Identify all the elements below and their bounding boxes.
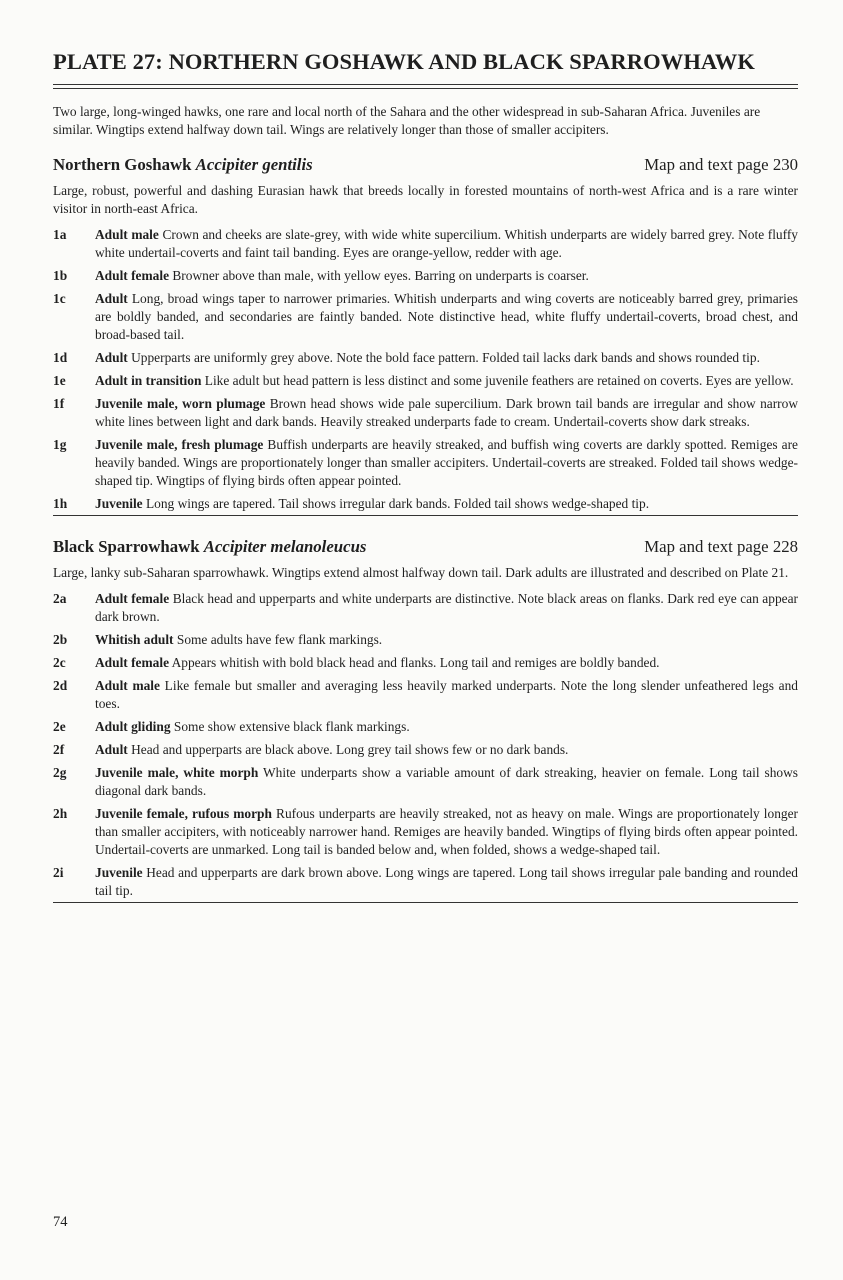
plate-intro: Two large, long-winged hawks, one rare and local north of the Sahara and the other widespread in sub-Saharan Africa. Juveniles are similar. Wingtips extend halfway down tail. Wings are relatively longer than those of smaller accipiters. bbox=[53, 104, 761, 137]
species-name bbox=[53, 536, 366, 558]
entry-code: 2d bbox=[53, 678, 68, 693]
entry-code: 1b bbox=[53, 268, 68, 283]
common-name: Northern Goshawk bbox=[53, 155, 192, 174]
species-name bbox=[53, 154, 313, 176]
entry-text: Some show extensive black flank markings. bbox=[173, 719, 410, 734]
entry-code: 1g bbox=[53, 437, 67, 452]
entry-code: 2f bbox=[53, 742, 65, 757]
entry-1b bbox=[53, 267, 798, 285]
entry-text: White underparts show a variable amount of dark streaking, heavier on female. Long tail shows diagonal dark bands. bbox=[95, 765, 798, 798]
entry-code: 2b bbox=[53, 632, 68, 647]
entry-label: Adult in transition bbox=[95, 373, 202, 388]
plate-title: PLATE 27: NORTHERN GOSHAWK AND BLACK SPARROWHAWK bbox=[53, 49, 755, 74]
entry-label: Adult bbox=[95, 350, 128, 365]
entry-list bbox=[53, 590, 798, 900]
entry-2f bbox=[53, 741, 798, 759]
entry-2a bbox=[53, 590, 798, 626]
species-description: Large, robust, powerful and dashing Eurasian hawk that breeds locally in forested mountains of north-west Africa and is a rare winter visitor in north-east Africa. bbox=[53, 183, 798, 216]
entry-1h bbox=[53, 495, 798, 513]
entry-1e bbox=[53, 372, 798, 390]
section-rule bbox=[53, 515, 798, 516]
entry-code: 2e bbox=[53, 719, 66, 734]
entry-code: 1a bbox=[53, 227, 67, 242]
entry-code: 2a bbox=[53, 591, 67, 606]
entry-label: Adult male bbox=[95, 678, 160, 693]
entry-text: Crown and cheeks are slate-grey, with wide white supercilium. Whitish underparts are widely barred grey. Note fluffy white undertail-coverts and faint tail banding. Eyes are orange-yellow, redder with age. bbox=[95, 227, 798, 260]
entry-text: Brown head shows wide pale supercilium. Dark brown tail bands are irregular and show narrow white lines between light and dark bands. Heavily streaked underparts fade to cream. Undertail-coverts show dark streaks. bbox=[95, 396, 798, 429]
entry-text: Appears whitish with bold black head and flanks. Long tail and remiges are boldly banded. bbox=[171, 655, 660, 670]
entry-1g bbox=[53, 436, 798, 490]
entry-1a bbox=[53, 226, 798, 262]
entry-text: Rufous underparts are heavily streaked, not as heavy on male. Wings are proportionately longer than smaller accipiters, with noticeably narrower hand. Remiges are heavily banded. Wingtips of flying birds often appear pointed. Undertail-coverts are unmarked. Long tail is banded below and, when folded, shows a wedge-shaped tail. bbox=[95, 806, 798, 857]
species-section-goshawk bbox=[53, 154, 798, 516]
entry-code: 1f bbox=[53, 396, 65, 411]
entry-code: 2g bbox=[53, 765, 67, 780]
entry-label: Juvenile female, rufous morph bbox=[95, 806, 272, 821]
entry-text: Like adult but head pattern is less distinct and some juvenile feathers are retained on coverts. Eyes are yellow. bbox=[204, 373, 794, 388]
entry-code: 2i bbox=[53, 865, 64, 880]
entry-text: Upperparts are uniformly grey above. Note the bold face pattern. Folded tail lacks dark bands and shows rounded tip. bbox=[131, 350, 760, 365]
page-reference: Map and text page 228 bbox=[644, 537, 798, 556]
common-name: Black Sparrowhawk bbox=[53, 537, 200, 556]
species-description: Large, lanky sub-Saharan sparrowhawk. Wingtips extend almost halfway down tail. Dark adults are illustrated and described on Plate 21. bbox=[53, 565, 789, 580]
entry-code: 1d bbox=[53, 350, 68, 365]
entry-label: Adult female bbox=[95, 655, 170, 670]
entry-1f bbox=[53, 395, 798, 431]
entry-text: Browner above than male, with yellow eyes. Barring on underparts is coarser. bbox=[172, 268, 589, 283]
entry-label: Adult female bbox=[95, 591, 170, 606]
page-reference: Map and text page 230 bbox=[644, 155, 798, 174]
entry-label: Adult bbox=[95, 291, 128, 306]
species-header bbox=[53, 536, 798, 558]
species-header bbox=[53, 154, 798, 176]
entry-label: Whitish adult bbox=[95, 632, 174, 647]
entry-2c bbox=[53, 654, 798, 672]
species-section-black-sparrowhawk bbox=[53, 536, 798, 903]
entry-2i bbox=[53, 864, 798, 900]
entry-label: Juvenile male, worn plumage bbox=[95, 396, 266, 411]
entry-label: Adult bbox=[95, 742, 128, 757]
section-rule bbox=[53, 902, 798, 903]
entry-text: Some adults have few flank markings. bbox=[176, 632, 383, 647]
entry-text: Head and upperparts are black above. Long grey tail shows few or no dark bands. bbox=[131, 742, 569, 757]
entry-2e bbox=[53, 718, 798, 736]
entry-text: Like female but smaller and averaging less heavily marked underparts. Note the long slender unfeathered legs and toes. bbox=[95, 678, 798, 711]
entry-label: Juvenile male, fresh plumage bbox=[95, 437, 264, 452]
entry-text: Buffish underparts are heavily streaked, and buffish wing coverts are darkly spotted. Remiges are heavily banded. Wings are proportionately longer than smaller accipiters. Undertail-coverts are streaked. Folded tail shows wedge-shaped tip. Wingtips of flying birds often appear pointed. bbox=[95, 437, 798, 488]
entry-text: Long, broad wings taper to narrower primaries. Whitish underparts and wing coverts are noticeably barred grey, primaries are boldly banded, and secondaries are faintly banded. Note distinctive head, white fluffy undertail-coverts, broad chest, and broad-based tail. bbox=[95, 291, 798, 342]
entry-text: Head and upperparts are dark brown above. Long wings are tapered. Long tail shows irregular pale banding and rounded tail tip. bbox=[95, 865, 798, 898]
page-number: 74 bbox=[53, 1214, 68, 1230]
entry-label: Adult male bbox=[95, 227, 159, 242]
scientific-name: Accipiter melanoleucus bbox=[203, 537, 367, 556]
entry-text: Black head and upperparts and white underparts are distinctive. Note black areas on flanks. Dark red eye can appear dark brown. bbox=[95, 591, 798, 624]
entry-label: Juvenile bbox=[95, 496, 143, 511]
entry-label: Adult female bbox=[95, 268, 170, 283]
entry-1c bbox=[53, 290, 798, 344]
entry-code: 1h bbox=[53, 496, 68, 511]
scientific-name: Accipiter gentilis bbox=[195, 155, 313, 174]
title-rule bbox=[53, 84, 798, 89]
entry-code: 1c bbox=[53, 291, 66, 306]
plate-page bbox=[53, 48, 798, 903]
entry-text: Long wings are tapered. Tail shows irregular dark bands. Folded tail shows wedge-shaped tip. bbox=[145, 496, 650, 511]
entry-2g bbox=[53, 764, 798, 800]
entry-label: Juvenile male, white morph bbox=[95, 765, 259, 780]
entry-2h bbox=[53, 805, 798, 859]
entry-1d bbox=[53, 349, 798, 367]
entry-2d bbox=[53, 677, 798, 713]
entry-label: Juvenile bbox=[95, 865, 143, 880]
entry-code: 2c bbox=[53, 655, 66, 670]
entry-list bbox=[53, 226, 798, 513]
entry-code: 2h bbox=[53, 806, 68, 821]
entry-code: 1e bbox=[53, 373, 66, 388]
entry-label: Adult gliding bbox=[95, 719, 171, 734]
entry-2b bbox=[53, 631, 798, 649]
